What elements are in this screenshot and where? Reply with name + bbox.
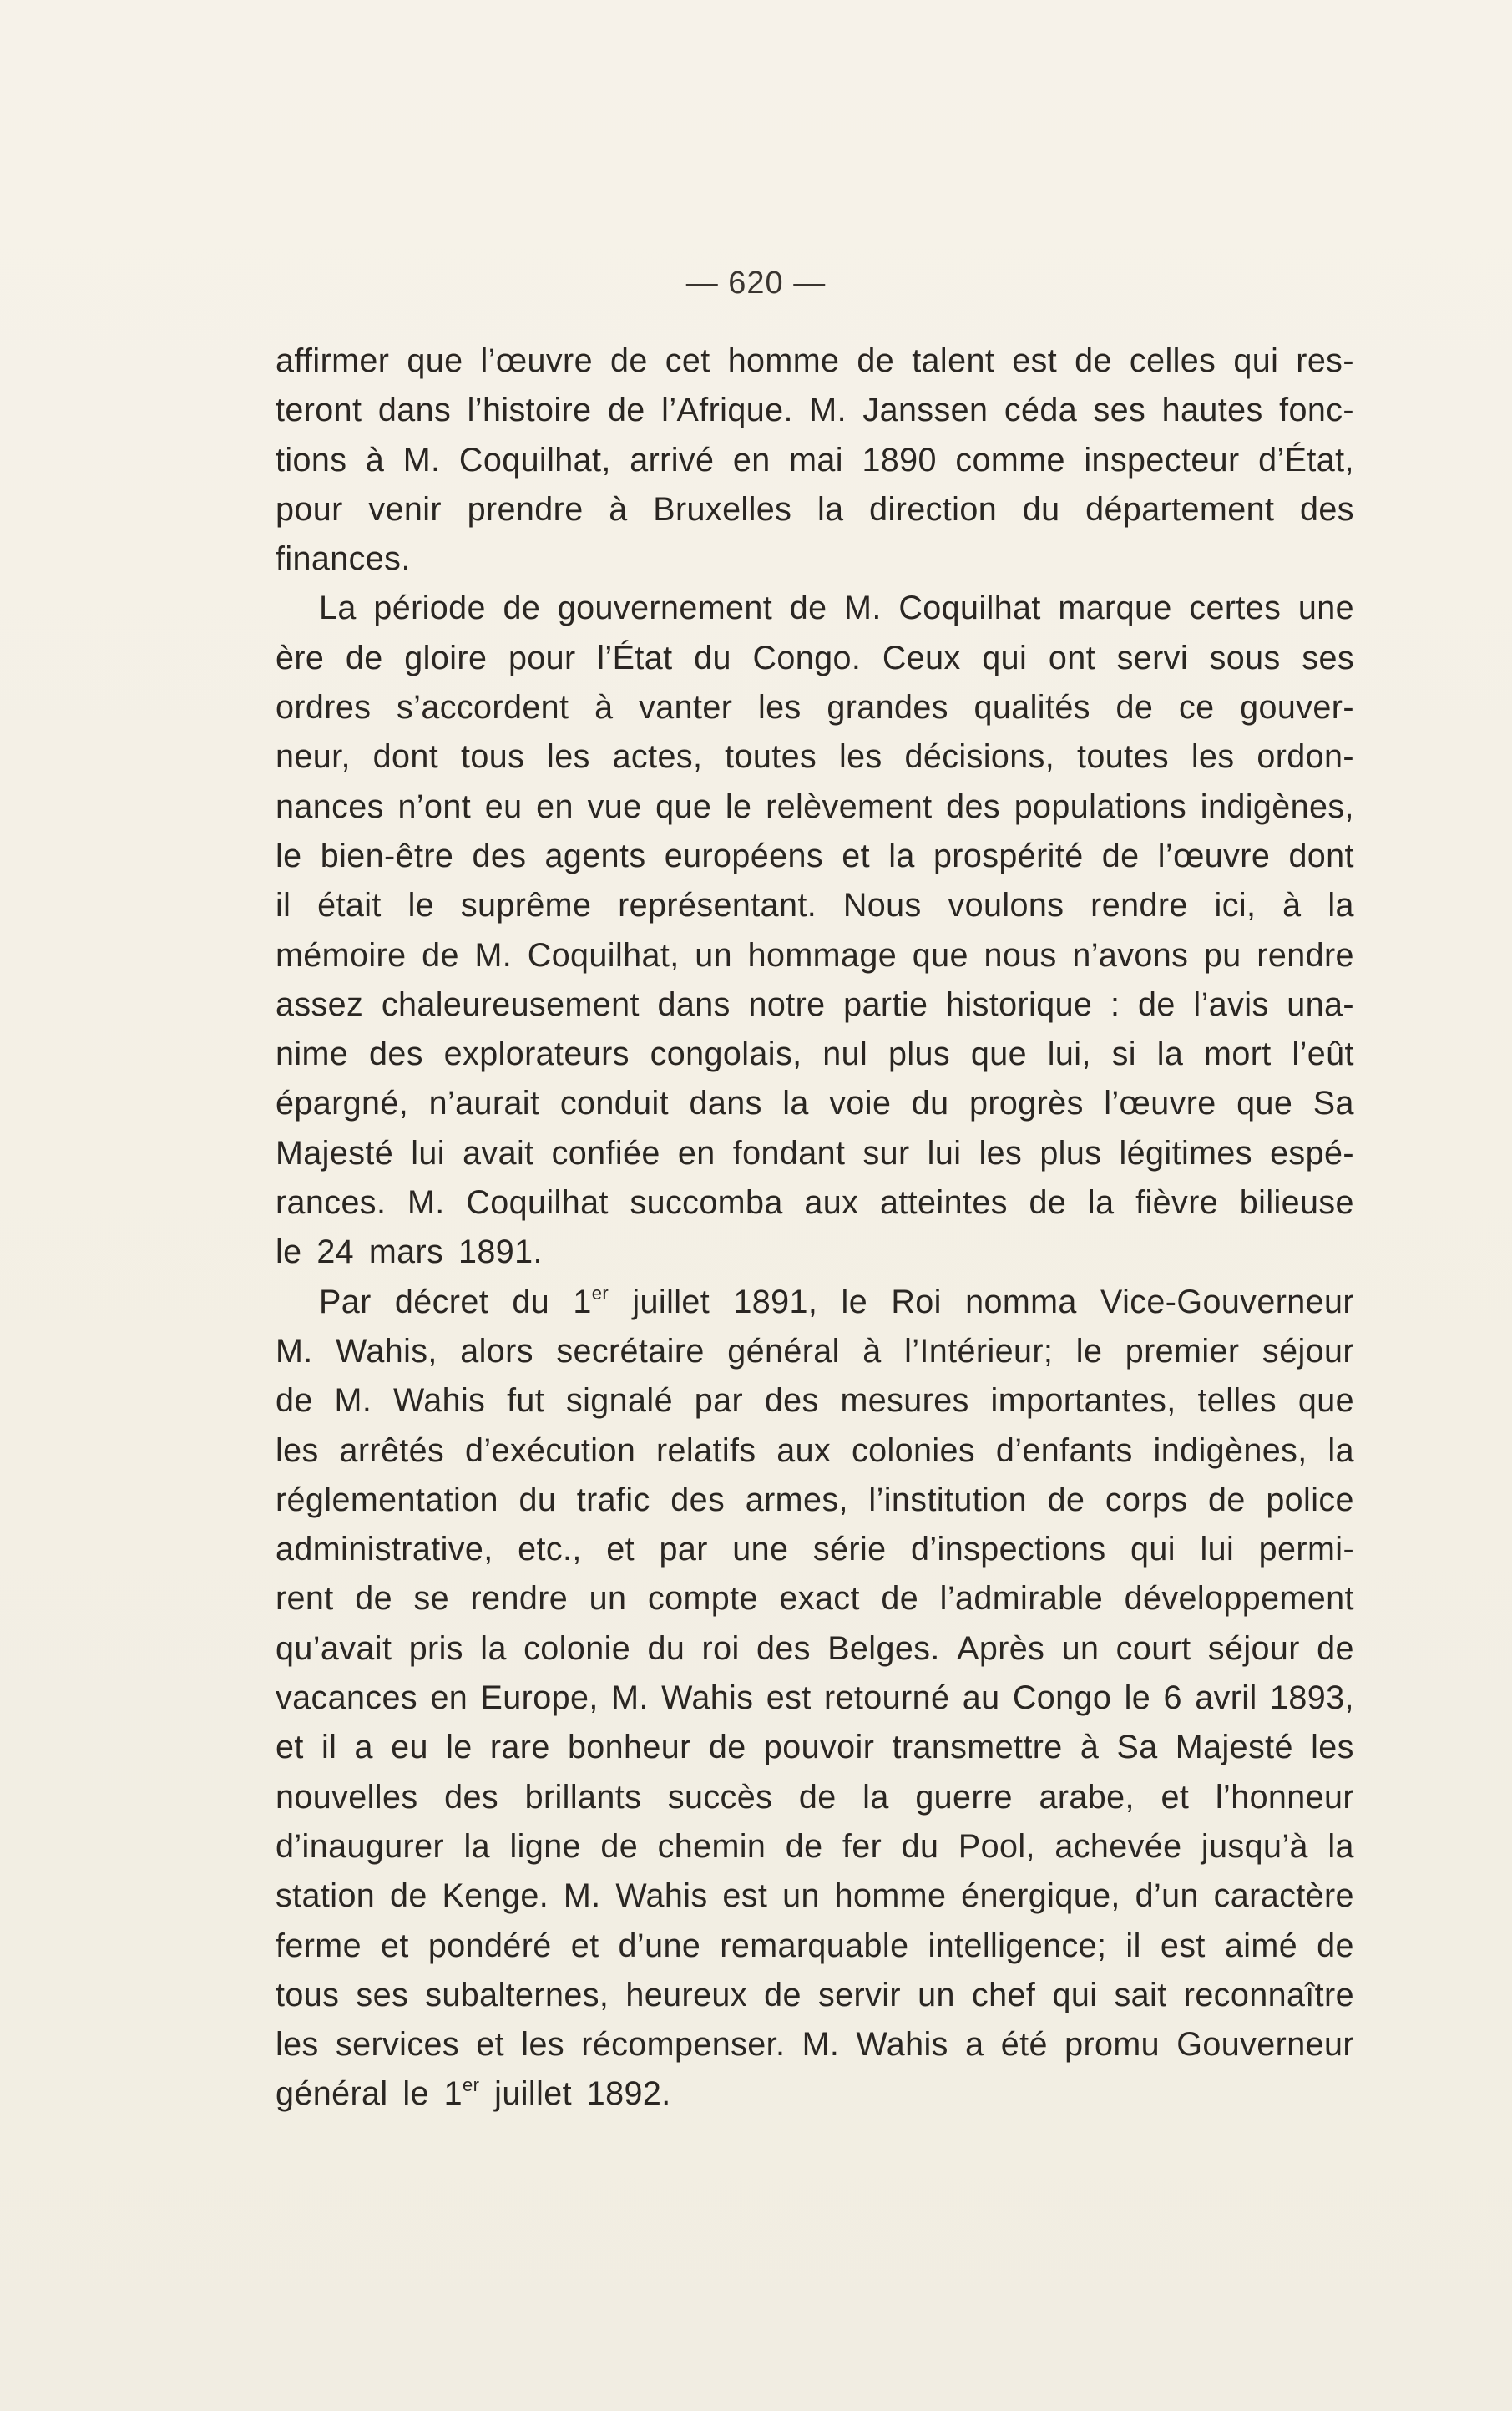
- text-line: réglementation du trafic des armes, l’institution de corps de police: [276, 1481, 1354, 1518]
- text-line: d’inaugurer la ligne de chemin de fer du Pool, achevée jusqu’à la: [276, 1827, 1354, 1865]
- text-line: ère de gloire pour l’État du Congo. Ceux qui ont servi sous ses: [276, 639, 1354, 676]
- text-line: nouvelles des brillants succès de la guerre arabe, et l’honneur: [276, 1778, 1354, 1816]
- text-line: tous ses subalternes, heureux de servir un chef qui sait reconnaître: [276, 1976, 1354, 2013]
- text-line: vacances en Europe, M. Wahis est retourné au Congo le 6 avril 1893,: [276, 1679, 1354, 1717]
- text-line: La période de gouvernement de M. Coquilhat marque certes une: [319, 590, 1354, 627]
- text-line: le 24 mars 1891.: [276, 1233, 543, 1271]
- text-line: neur, dont tous les actes, toutes les décisions, toutes les ordon-: [276, 738, 1354, 776]
- text-line: il était le suprême représentant. Nous voulons rendre ici, à la: [276, 887, 1354, 924]
- text-line: général le 1er juillet 1892.: [276, 2074, 671, 2113]
- body-text: [276, 337, 1354, 2120]
- paragraph: [276, 337, 1354, 584]
- text-line: mémoire de M. Coquilhat, un hommage que nous n’avons pu rendre: [276, 936, 1354, 974]
- text-line: Majesté lui avait confiée en fondant sur lui les plus légitimes espé-: [276, 1134, 1354, 1172]
- text-line: nime des explorateurs congolais, nul plus que lui, si la mort l’eût: [276, 1036, 1354, 1073]
- text-line: assez chaleureusement dans notre partie historique : de l’avis una-: [276, 985, 1354, 1023]
- text-line: ferme et pondéré et d’une remarquable intelligence; il est aimé de: [276, 1927, 1354, 1964]
- text-line: station de Kenge. M. Wahis est un homme énergique, d’un caractère: [276, 1877, 1354, 1915]
- text-line: ordres s’accordent à vanter les grandes qualités de ce gouver-: [276, 689, 1354, 727]
- text-line: teront dans l’histoire de l’Afrique. M. Janssen céda ses hautes fonc-: [276, 392, 1354, 429]
- text-line: le bien-être des agents européens et la prospérité de l’œuvre dont: [276, 837, 1354, 874]
- text-line: tions à M. Coquilhat, arrivé en mai 1890 comme inspecteur d’État,: [276, 441, 1354, 479]
- text-line: nances n’ont eu en vue que le relèvement des populations indigènes,: [276, 788, 1354, 825]
- text-line: pour venir prendre à Bruxelles la direction du département des: [276, 490, 1354, 528]
- text-line: qu’avait pris la colonie du roi des Belges. Après un court séjour de: [276, 1629, 1354, 1667]
- text-line: rances. M. Coquilhat succomba aux atteintes de la fièvre bilieuse: [276, 1184, 1354, 1222]
- text-line: les arrêtés d’exécution relatifs aux colonies d’enfants indigènes, la: [276, 1431, 1354, 1469]
- text-line: M. Wahis, alors secrétaire général à l’Intérieur; le premier séjour: [276, 1332, 1354, 1370]
- text-line: les services et les récompenser. M. Wahis a été promu Gouverneur: [276, 2026, 1354, 2064]
- text-line: et il a eu le rare bonheur de pouvoir transmettre à Sa Majesté les: [276, 1729, 1354, 1766]
- text-line: affirmer que l’œuvre de cet homme de talent est de celles qui res-: [276, 342, 1354, 379]
- paragraph: [276, 1278, 1354, 2120]
- text-line: administrative, etc., et par une série d’inspections qui lui permi-: [276, 1531, 1354, 1568]
- text-line: de M. Wahis fut signalé par des mesures importantes, telles que: [276, 1382, 1354, 1420]
- paragraph: [276, 584, 1354, 1277]
- text-line: Par décret du 1er juillet 1891, le Roi nomma Vice-Gouverneur: [319, 1282, 1354, 1320]
- page-number: — 620 —: [685, 266, 827, 301]
- text-line: finances.: [276, 540, 411, 578]
- text-line: épargné, n’aurait conduit dans la voie du progrès l’œuvre que Sa: [276, 1085, 1354, 1122]
- text-line: rent de se rendre un compte exact de l’admirable développement: [276, 1580, 1354, 1618]
